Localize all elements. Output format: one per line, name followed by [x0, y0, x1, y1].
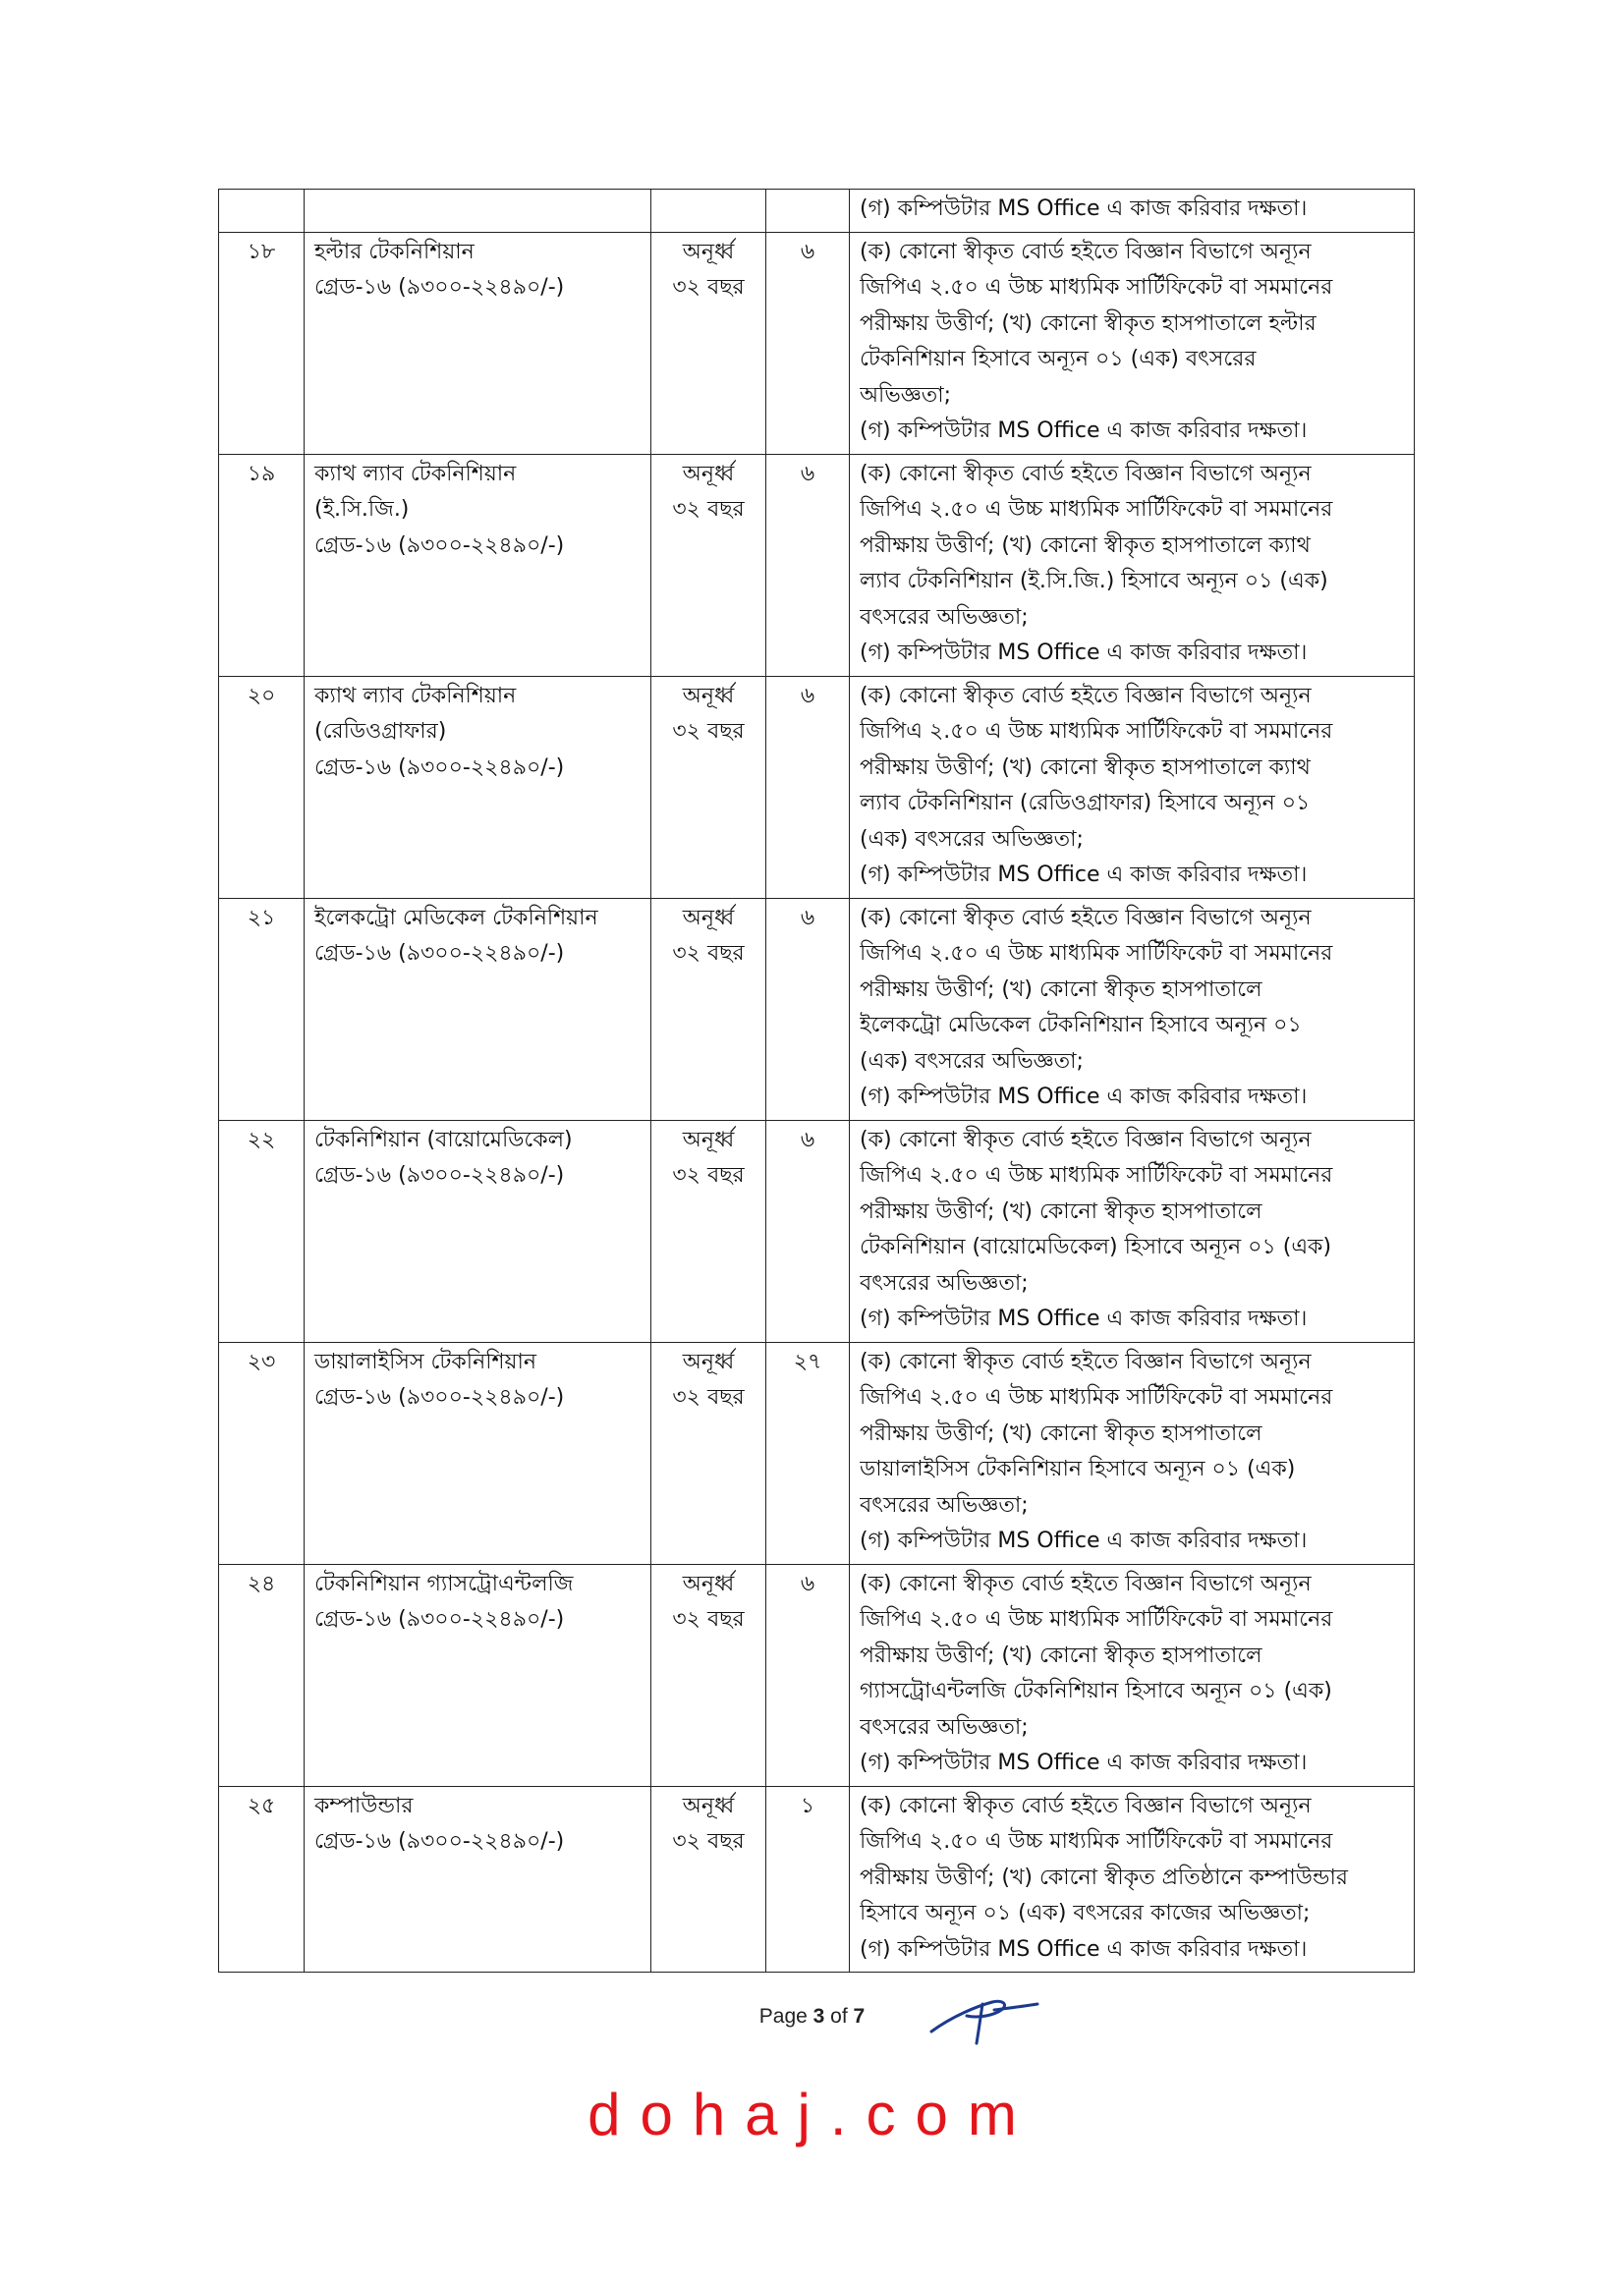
qualification-line: পরীক্ষায় উত্তীর্ণ; (খ) কোনো স্বীকৃত হাসপাতালে [860, 1421, 1262, 1446]
serial-number: ২৫ [247, 1793, 276, 1818]
cell-post [305, 1564, 651, 1786]
qualification-line: জিপিএ ২.৫০ এ উচ্চ মাধ্যমিক সার্টিফিকেট বা সমমানের [860, 1829, 1333, 1854]
qualification-line: (ক) কোনো স্বীকৃত বোর্ড হইতে বিজ্ঞান বিভাগে অন্যূন [860, 1793, 1312, 1818]
cell-quantity [766, 1120, 850, 1342]
table-row [219, 898, 1415, 1120]
cell-age [651, 190, 766, 233]
cell-quantity [766, 898, 850, 1120]
serial-number: ২০ [247, 683, 276, 708]
cell-qualification [850, 454, 1415, 676]
cell-age [651, 232, 766, 454]
serial-number: ২২ [247, 1127, 276, 1152]
post-line: ক্যাথ ল্যাব টেকনিশিয়ান [314, 683, 517, 708]
post-line: গ্রেড-১৬ (৯৩০০-২২৪৯০/-) [314, 1829, 565, 1854]
qualification-line: বৎসরের অভিজ্ঞতা; [860, 1492, 1029, 1518]
qualification-line: গ্যাসট্রোএন্টলজি টেকনিশিয়ান হিসাবে অন্যূন ০১ (এক) [860, 1679, 1332, 1703]
age-line: ৩২ বছর [672, 1829, 745, 1854]
cell-no [219, 1342, 305, 1564]
age-line: অনূর্ধ্ব [682, 683, 735, 708]
post-line: গ্রেড-১৬ (৯৩০০-২২৪৯০/-) [314, 1607, 565, 1632]
age-line: ৩২ বছর [672, 1385, 745, 1410]
qualification-line: পরীক্ষায় উত্তীর্ণ; (খ) কোনো স্বীকৃত হাসপাতালে ক্যাথ [860, 532, 1311, 558]
qualification-line: পরীক্ষায় উত্তীর্ণ; (খ) কোনো স্বীকৃত হাসপাতালে [860, 1643, 1262, 1668]
cell-post [305, 676, 651, 898]
qualification-line: পরীক্ষায় উত্তীর্ণ; (খ) কোনো স্বীকৃত হাসপাতালে হল্টার [860, 310, 1316, 336]
qualification-line: (গ) কম্পিউটার MS Office এ কাজ করিবার দক্ষতা। [860, 196, 1308, 221]
qualification-line: জিপিএ ২.৫০ এ উচ্চ মাধ্যমিক সার্টিফিকেট বা সমমানের [860, 941, 1333, 966]
qualification-line: (ক) কোনো স্বীকৃত বোর্ড হইতে বিজ্ঞান বিভাগে অন্যূন [860, 683, 1312, 708]
table-row [219, 454, 1415, 676]
age-line: অনূর্ধ্ব [682, 239, 735, 264]
post-line: (রেডিওগ্রাফার) [314, 719, 447, 744]
post-line: ডায়ালাইসিস টেকনিশিয়ান [314, 1349, 536, 1374]
table-row [219, 1564, 1415, 1786]
post-line: কম্পাউন্ডার [314, 1793, 414, 1818]
cell-no [219, 1786, 305, 1973]
post-quantity: ৬ [800, 683, 815, 708]
page-prefix: Page [758, 2005, 813, 2028]
post-quantity: ৬ [800, 461, 815, 486]
table-row [219, 232, 1415, 454]
post-line: গ্রেড-১৬ (৯৩০০-২২৪৯০/-) [314, 1163, 565, 1188]
qualification-line: টেকনিশিয়ান (বায়োমেডিকেল) হিসাবে অন্যূন ০১ (এক) [860, 1235, 1332, 1259]
cell-qualification [850, 676, 1415, 898]
post-line: (ই.সি.জি.) [314, 497, 410, 522]
post-quantity: ৬ [800, 1127, 815, 1152]
post-quantity: ৬ [800, 1571, 815, 1596]
post-quantity: ৬ [800, 905, 815, 930]
age-line: ৩২ বছর [672, 1607, 745, 1632]
cell-no [219, 190, 305, 233]
age-line: ৩২ বছর [672, 1163, 745, 1188]
qualification-line: জিপিএ ২.৫০ এ উচ্চ মাধ্যমিক সার্টিফিকেট বা সমমানের [860, 275, 1333, 300]
table-row [219, 1342, 1415, 1564]
age-line: অনূর্ধ্ব [682, 1127, 735, 1152]
page-current: 3 [812, 2005, 825, 2028]
post-line: ইলেকট্রো মেডিকেল টেকনিশিয়ান [314, 905, 598, 930]
qualification-line: (ক) কোনো স্বীকৃত বোর্ড হইতে বিজ্ঞান বিভাগে অন্যূন [860, 239, 1312, 264]
qualification-line: (গ) কম্পিউটার MS Office এ কাজ করিবার দক্ষতা। [860, 1529, 1308, 1553]
qualification-line: (গ) কম্পিউটার MS Office এ কাজ করিবার দক্ষতা। [860, 1751, 1308, 1775]
qualification-line: পরীক্ষায় উত্তীর্ণ; (খ) কোনো স্বীকৃত হাসপাতালে [860, 976, 1262, 1002]
age-line: অনূর্ধ্ব [682, 461, 735, 486]
post-line: গ্রেড-১৬ (৯৩০০-২২৪৯০/-) [314, 532, 565, 558]
cell-age [651, 1786, 766, 1973]
cell-quantity [766, 1342, 850, 1564]
qualification-line: বৎসরের অভিজ্ঞতা; [860, 604, 1029, 630]
jobs-table [218, 189, 1415, 1973]
cell-quantity [766, 232, 850, 454]
cell-post [305, 1786, 651, 1973]
cell-no [219, 454, 305, 676]
qualification-line: পরীক্ষায় উত্তীর্ণ; (খ) কোনো স্বীকৃত প্রতিষ্ঠানে কম্পাউন্ডার [860, 1865, 1348, 1890]
age-line: অনূর্ধ্ব [682, 905, 735, 930]
qualification-line: (গ) কম্পিউটার MS Office এ কাজ করিবার দক্ষতা। [860, 418, 1308, 443]
page-number [0, 2005, 1624, 2029]
age-line: ৩২ বছর [672, 497, 745, 522]
qualification-line: (গ) কম্পিউটার MS Office এ কাজ করিবার দক্ষতা। [860, 1936, 1308, 1962]
qualification-line: বৎসরের অভিজ্ঞতা; [860, 1714, 1029, 1740]
age-line: অনূর্ধ্ব [682, 1349, 735, 1374]
cell-qualification [850, 232, 1415, 454]
cell-age [651, 1564, 766, 1786]
post-quantity: ১ [800, 1793, 815, 1818]
cell-age [651, 1342, 766, 1564]
age-line: ৩২ বছর [672, 719, 745, 744]
qualification-line: জিপিএ ২.৫০ এ উচ্চ মাধ্যমিক সার্টিফিকেট বা সমমানের [860, 719, 1333, 744]
qualification-line: (ক) কোনো স্বীকৃত বোর্ড হইতে বিজ্ঞান বিভাগে অন্যূন [860, 905, 1312, 930]
qualification-line: পরীক্ষায় উত্তীর্ণ; (খ) কোনো স্বীকৃত হাসপাতালে ক্যাথ [860, 754, 1311, 780]
qualification-line: (গ) কম্পিউটার MS Office এ কাজ করিবার দক্ষতা। [860, 1085, 1308, 1109]
cell-post [305, 190, 651, 233]
cell-quantity [766, 454, 850, 676]
signature-image [924, 1988, 1041, 2047]
cell-quantity [766, 190, 850, 233]
qualification-line: (গ) কম্পিউটার MS Office এ কাজ করিবার দক্ষতা। [860, 1307, 1308, 1331]
age-line: ৩২ বছর [672, 941, 745, 966]
page-mid: of [824, 2005, 854, 2028]
age-line: অনূর্ধ্ব [682, 1571, 735, 1596]
cell-age [651, 898, 766, 1120]
cell-post [305, 454, 651, 676]
cell-qualification [850, 898, 1415, 1120]
qualification-line: জিপিএ ২.৫০ এ উচ্চ মাধ্যমিক সার্টিফিকেট বা সমমানের [860, 1607, 1333, 1632]
qualification-line: ডায়ালাইসিস টেকনিশিয়ান হিসাবে অন্যূন ০১ (এক) [860, 1457, 1296, 1481]
cell-age [651, 454, 766, 676]
cell-no [219, 676, 305, 898]
cell-quantity [766, 676, 850, 898]
qualification-line: (ক) কোনো স্বীকৃত বোর্ড হইতে বিজ্ঞান বিভাগে অন্যূন [860, 1127, 1312, 1152]
table-row [219, 1120, 1415, 1342]
watermark-text: dohaj.com [588, 2082, 1036, 2147]
qualification-line: (গ) কম্পিউটার MS Office এ কাজ করিবার দক্ষতা। [860, 641, 1308, 665]
cell-no [219, 1120, 305, 1342]
qualification-line: জিপিএ ২.৫০ এ উচ্চ মাধ্যমিক সার্টিফিকেট বা সমমানের [860, 1385, 1333, 1410]
jobs-table-body [219, 190, 1415, 1973]
age-line: অনূর্ধ্ব [682, 1793, 735, 1818]
table-row-fragment [219, 190, 1415, 233]
qualification-line: (গ) কম্পিউটার MS Office এ কাজ করিবার দক্ষতা। [860, 863, 1308, 887]
post-line: ক্যাথ ল্যাব টেকনিশিয়ান [314, 461, 517, 486]
cell-qualification [850, 1120, 1415, 1342]
post-line: হল্টার টেকনিশিয়ান [314, 239, 475, 264]
qualification-line: অভিজ্ঞতা; [860, 382, 952, 408]
qualification-line: ইলেকট্রো মেডিকেল টেকনিশিয়ান হিসাবে অন্যূন ০১ [860, 1013, 1302, 1037]
qualification-line: (এক) বৎসরের অভিজ্ঞতা; [860, 1048, 1084, 1074]
cell-no [219, 1564, 305, 1786]
cell-age [651, 1120, 766, 1342]
serial-number: ২৪ [247, 1571, 276, 1596]
qualification-line: (ক) কোনো স্বীকৃত বোর্ড হইতে বিজ্ঞান বিভাগে অন্যূন [860, 461, 1312, 486]
post-line: টেকনিশিয়ান গ্যাসট্রোএন্টলজি [314, 1571, 574, 1596]
post-line: গ্রেড-১৬ (৯৩০০-২২৪৯০/-) [314, 1385, 565, 1410]
post-quantity: ২৭ [793, 1349, 822, 1374]
serial-number: ১৮ [247, 239, 276, 264]
post-line: গ্রেড-১৬ (৯৩০০-২২৪৯০/-) [314, 941, 565, 966]
qualification-line: পরীক্ষায় উত্তীর্ণ; (খ) কোনো স্বীকৃত হাসপাতালে [860, 1198, 1262, 1224]
qualification-line: বৎসরের অভিজ্ঞতা; [860, 1270, 1029, 1296]
post-line: টেকনিশিয়ান (বায়োমেডিকেল) [314, 1127, 573, 1152]
qualification-line: (এক) বৎসরের অভিজ্ঞতা; [860, 826, 1084, 852]
cell-qualification [850, 1342, 1415, 1564]
qualification-line: জিপিএ ২.৫০ এ উচ্চ মাধ্যমিক সার্টিফিকেট বা সমমানের [860, 1163, 1333, 1188]
cell-no [219, 232, 305, 454]
qualification-line: হিসাবে অন্যূন ০১ (এক) বৎসরের কাজের অভিজ্ঞতা; [860, 1901, 1311, 1925]
cell-quantity [766, 1564, 850, 1786]
qualification-line: (ক) কোনো স্বীকৃত বোর্ড হইতে বিজ্ঞান বিভাগে অন্যূন [860, 1349, 1312, 1374]
cell-qualification [850, 1786, 1415, 1973]
table-row [219, 1786, 1415, 1973]
cell-age [651, 676, 766, 898]
cell-post [305, 1120, 651, 1342]
qualification-line: ল্যাব টেকনিশিয়ান (ই.সি.জি.) হিসাবে অন্যূন ০১ (এক) [860, 569, 1328, 593]
cell-qualification [850, 1564, 1415, 1786]
cell-post [305, 898, 651, 1120]
post-line: গ্রেড-১৬ (৯৩০০-২২৪৯০/-) [314, 754, 565, 780]
age-line: ৩২ বছর [672, 275, 745, 300]
qualification-line: জিপিএ ২.৫০ এ উচ্চ মাধ্যমিক সার্টিফিকেট বা সমমানের [860, 497, 1333, 522]
post-line: গ্রেড-১৬ (৯৩০০-২২৪৯০/-) [314, 275, 565, 300]
table-row [219, 676, 1415, 898]
cell-post [305, 1342, 651, 1564]
post-quantity: ৬ [800, 239, 815, 264]
page-total: 7 [853, 2005, 866, 2028]
cell-no [219, 898, 305, 1120]
serial-number: ২৩ [247, 1349, 276, 1374]
cell-post [305, 232, 651, 454]
cell-qualification [850, 190, 1415, 233]
serial-number: ২১ [247, 905, 276, 930]
qualification-line: (ক) কোনো স্বীকৃত বোর্ড হইতে বিজ্ঞান বিভাগে অন্যূন [860, 1571, 1312, 1596]
cell-quantity [766, 1786, 850, 1973]
qualification-line: ল্যাব টেকনিশিয়ান (রেডিওগ্রাফার) হিসাবে অন্যূন ০১ [860, 791, 1311, 815]
serial-number: ১৯ [247, 461, 276, 486]
qualification-line: টেকনিশিয়ান হিসাবে অন্যূন ০১ (এক) বৎসরের [860, 347, 1257, 371]
